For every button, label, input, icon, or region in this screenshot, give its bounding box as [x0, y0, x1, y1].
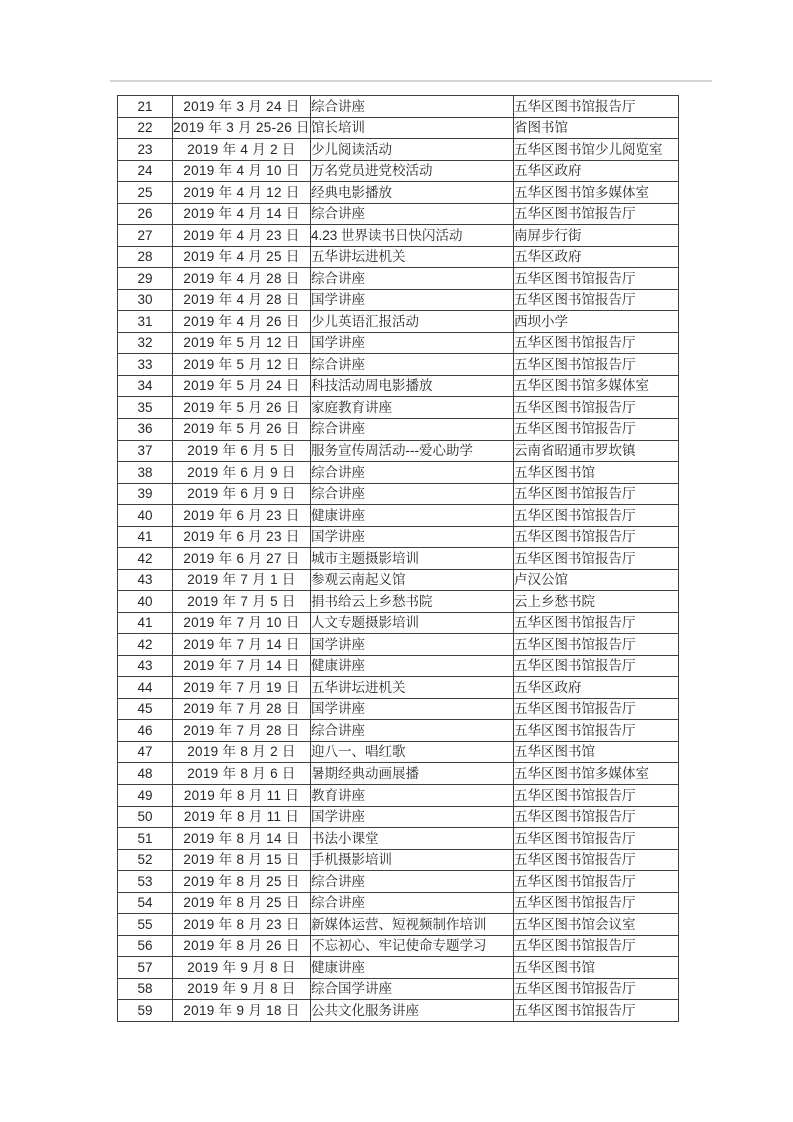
cell-date: 2019 年 8 月 25 日	[173, 892, 311, 914]
cell-activity: 教育讲座	[311, 785, 514, 807]
cell-activity: 少儿阅读活动	[311, 139, 514, 161]
table-row	[118, 892, 679, 914]
cell-sequence-number: 56	[118, 935, 173, 957]
table-row	[118, 849, 679, 871]
cell-activity: 国学讲座	[311, 634, 514, 656]
events-table-body	[118, 96, 679, 1022]
table-row	[118, 957, 679, 979]
cell-date: 2019 年 3 月 25-26 日	[173, 117, 311, 139]
table-row	[118, 440, 679, 462]
cell-location: 五华区图书馆报告厅	[514, 332, 679, 354]
cell-sequence-number: 53	[118, 871, 173, 893]
cell-sequence-number: 57	[118, 957, 173, 979]
table-row	[118, 160, 679, 182]
cell-location: 云上乡愁书院	[514, 591, 679, 613]
cell-sequence-number: 58	[118, 978, 173, 1000]
cell-location: 五华区图书馆报告厅	[514, 871, 679, 893]
cell-date: 2019 年 4 月 28 日	[173, 268, 311, 290]
table-row	[118, 117, 679, 139]
cell-date: 2019 年 8 月 11 日	[173, 806, 311, 828]
cell-date: 2019 年 4 月 25 日	[173, 246, 311, 268]
table-row	[118, 203, 679, 225]
cell-location: 卢汉公馆	[514, 569, 679, 591]
table-row	[118, 806, 679, 828]
cell-location: 云南省昭通市罗坎镇	[514, 440, 679, 462]
previous-page-table-edge-line	[110, 80, 712, 82]
cell-location: 五华区图书馆报告厅	[514, 289, 679, 311]
cell-location: 五华区图书馆多媒体室	[514, 375, 679, 397]
cell-sequence-number: 55	[118, 914, 173, 936]
table-row	[118, 225, 679, 247]
cell-location: 南屏步行街	[514, 225, 679, 247]
cell-sequence-number: 22	[118, 117, 173, 139]
cell-date: 2019 年 6 月 23 日	[173, 505, 311, 527]
table-row	[118, 397, 679, 419]
cell-location: 五华区图书馆报告厅	[514, 935, 679, 957]
cell-sequence-number: 27	[118, 225, 173, 247]
cell-activity: 国学讲座	[311, 526, 514, 548]
table-row	[118, 612, 679, 634]
cell-activity: 综合国学讲座	[311, 978, 514, 1000]
cell-location: 五华区图书馆	[514, 957, 679, 979]
cell-date: 2019 年 6 月 27 日	[173, 548, 311, 570]
table-row	[118, 828, 679, 850]
cell-date: 2019 年 7 月 28 日	[173, 720, 311, 742]
cell-sequence-number: 48	[118, 763, 173, 785]
cell-sequence-number: 36	[118, 418, 173, 440]
cell-sequence-number: 34	[118, 375, 173, 397]
cell-activity: 参观云南起义馆	[311, 569, 514, 591]
cell-location: 西坝小学	[514, 311, 679, 333]
cell-location: 五华区政府	[514, 246, 679, 268]
cell-location: 五华区图书馆报告厅	[514, 483, 679, 505]
cell-location: 五华区图书馆报告厅	[514, 397, 679, 419]
cell-date: 2019 年 5 月 26 日	[173, 418, 311, 440]
cell-sequence-number: 42	[118, 634, 173, 656]
cell-date: 2019 年 7 月 5 日	[173, 591, 311, 613]
table-row	[118, 332, 679, 354]
cell-activity: 城市主题摄影培训	[311, 548, 514, 570]
cell-date: 2019 年 5 月 12 日	[173, 354, 311, 376]
table-row	[118, 462, 679, 484]
cell-date: 2019 年 7 月 1 日	[173, 569, 311, 591]
cell-date: 2019 年 9 月 8 日	[173, 978, 311, 1000]
cell-activity: 综合讲座	[311, 892, 514, 914]
cell-sequence-number: 32	[118, 332, 173, 354]
cell-activity: 综合讲座	[311, 203, 514, 225]
cell-location: 五华区图书馆报告厅	[514, 1000, 679, 1022]
cell-location: 五华区图书馆报告厅	[514, 720, 679, 742]
cell-sequence-number: 43	[118, 569, 173, 591]
cell-date: 2019 年 7 月 14 日	[173, 655, 311, 677]
cell-date: 2019 年 7 月 10 日	[173, 612, 311, 634]
cell-date: 2019 年 4 月 23 日	[173, 225, 311, 247]
cell-activity: 迎八一、唱红歌	[311, 741, 514, 763]
cell-date: 2019 年 5 月 24 日	[173, 375, 311, 397]
cell-location: 五华区图书馆报告厅	[514, 548, 679, 570]
cell-location: 五华区图书馆报告厅	[514, 612, 679, 634]
table-row	[118, 591, 679, 613]
cell-location: 五华区图书馆报告厅	[514, 354, 679, 376]
cell-location: 省图书馆	[514, 117, 679, 139]
cell-date: 2019 年 4 月 28 日	[173, 289, 311, 311]
cell-location: 五华区图书馆报告厅	[514, 634, 679, 656]
cell-location: 五华区图书馆	[514, 741, 679, 763]
table-row	[118, 354, 679, 376]
cell-sequence-number: 50	[118, 806, 173, 828]
cell-sequence-number: 51	[118, 828, 173, 850]
cell-activity: 综合讲座	[311, 96, 514, 118]
cell-date: 2019 年 9 月 8 日	[173, 957, 311, 979]
cell-date: 2019 年 6 月 9 日	[173, 483, 311, 505]
table-row	[118, 483, 679, 505]
cell-location: 五华区图书馆报告厅	[514, 96, 679, 118]
cell-activity: 人文专题摄影培训	[311, 612, 514, 634]
table-row	[118, 720, 679, 742]
table-row	[118, 375, 679, 397]
cell-sequence-number: 49	[118, 785, 173, 807]
cell-activity: 综合讲座	[311, 268, 514, 290]
cell-activity: 书法小课堂	[311, 828, 514, 850]
cell-sequence-number: 42	[118, 548, 173, 570]
cell-date: 2019 年 9 月 18 日	[173, 1000, 311, 1022]
cell-location: 五华区图书馆	[514, 462, 679, 484]
cell-activity: 健康讲座	[311, 655, 514, 677]
cell-date: 2019 年 5 月 26 日	[173, 397, 311, 419]
table-row	[118, 785, 679, 807]
cell-date: 2019 年 4 月 10 日	[173, 160, 311, 182]
table-row	[118, 526, 679, 548]
cell-sequence-number: 44	[118, 677, 173, 699]
cell-activity: 国学讲座	[311, 698, 514, 720]
table-row	[118, 871, 679, 893]
cell-location: 五华区政府	[514, 677, 679, 699]
cell-location: 五华区图书馆报告厅	[514, 655, 679, 677]
cell-sequence-number: 26	[118, 203, 173, 225]
cell-date: 2019 年 8 月 25 日	[173, 871, 311, 893]
cell-location: 五华区图书馆报告厅	[514, 785, 679, 807]
cell-location: 五华区图书馆报告厅	[514, 698, 679, 720]
cell-sequence-number: 38	[118, 462, 173, 484]
cell-sequence-number: 31	[118, 311, 173, 333]
cell-activity: 综合讲座	[311, 462, 514, 484]
cell-date: 2019 年 7 月 19 日	[173, 677, 311, 699]
table-row	[118, 182, 679, 204]
cell-location: 五华区图书馆会议室	[514, 914, 679, 936]
cell-activity: 综合讲座	[311, 483, 514, 505]
cell-activity: 综合讲座	[311, 354, 514, 376]
cell-sequence-number: 29	[118, 268, 173, 290]
cell-date: 2019 年 6 月 23 日	[173, 526, 311, 548]
cell-activity: 新媒体运营、短视频制作培训	[311, 914, 514, 936]
table-row	[118, 289, 679, 311]
cell-date: 2019 年 6 月 5 日	[173, 440, 311, 462]
cell-activity: 公共文化服务讲座	[311, 1000, 514, 1022]
cell-activity: 科技活动周电影播放	[311, 375, 514, 397]
cell-location: 五华区图书馆报告厅	[514, 806, 679, 828]
cell-date: 2019 年 4 月 14 日	[173, 203, 311, 225]
cell-sequence-number: 23	[118, 139, 173, 161]
cell-sequence-number: 40	[118, 505, 173, 527]
cell-activity: 服务宣传周活动---爱心助学	[311, 440, 514, 462]
table-row	[118, 548, 679, 570]
table-row	[118, 139, 679, 161]
cell-activity: 经典电影播放	[311, 182, 514, 204]
cell-location: 五华区图书馆报告厅	[514, 418, 679, 440]
table-row	[118, 677, 679, 699]
cell-activity: 暑期经典动画展播	[311, 763, 514, 785]
cell-sequence-number: 30	[118, 289, 173, 311]
cell-activity: 4.23 世界读书日快闪活动	[311, 225, 514, 247]
cell-sequence-number: 25	[118, 182, 173, 204]
cell-sequence-number: 28	[118, 246, 173, 268]
cell-activity: 国学讲座	[311, 289, 514, 311]
table-row	[118, 268, 679, 290]
cell-sequence-number: 41	[118, 612, 173, 634]
table-row	[118, 505, 679, 527]
cell-location: 五华区图书馆多媒体室	[514, 182, 679, 204]
cell-activity: 综合讲座	[311, 720, 514, 742]
cell-activity: 手机摄影培训	[311, 849, 514, 871]
cell-activity: 家庭教育讲座	[311, 397, 514, 419]
cell-date: 2019 年 4 月 12 日	[173, 182, 311, 204]
cell-activity: 捐书给云上乡愁书院	[311, 591, 514, 613]
table-row	[118, 1000, 679, 1022]
cell-sequence-number: 46	[118, 720, 173, 742]
cell-sequence-number: 35	[118, 397, 173, 419]
table-row	[118, 96, 679, 118]
cell-sequence-number: 39	[118, 483, 173, 505]
events-table	[117, 95, 679, 1022]
cell-location: 五华区政府	[514, 160, 679, 182]
cell-date: 2019 年 8 月 11 日	[173, 785, 311, 807]
cell-activity: 馆长培训	[311, 117, 514, 139]
cell-location: 五华区图书馆报告厅	[514, 828, 679, 850]
table-row	[118, 569, 679, 591]
table-row	[118, 914, 679, 936]
cell-location: 五华区图书馆报告厅	[514, 268, 679, 290]
cell-activity: 综合讲座	[311, 418, 514, 440]
table-row	[118, 418, 679, 440]
table-row	[118, 935, 679, 957]
table-row	[118, 655, 679, 677]
table-row	[118, 978, 679, 1000]
cell-date: 2019 年 8 月 2 日	[173, 741, 311, 763]
cell-location: 五华区图书馆报告厅	[514, 203, 679, 225]
table-row	[118, 311, 679, 333]
cell-sequence-number: 47	[118, 741, 173, 763]
cell-location: 五华区图书馆报告厅	[514, 505, 679, 527]
cell-date: 2019 年 8 月 6 日	[173, 763, 311, 785]
cell-sequence-number: 45	[118, 698, 173, 720]
cell-date: 2019 年 8 月 23 日	[173, 914, 311, 936]
cell-sequence-number: 41	[118, 526, 173, 548]
cell-date: 2019 年 8 月 14 日	[173, 828, 311, 850]
table-row	[118, 698, 679, 720]
cell-date: 2019 年 8 月 15 日	[173, 849, 311, 871]
cell-date: 2019 年 5 月 12 日	[173, 332, 311, 354]
cell-sequence-number: 43	[118, 655, 173, 677]
cell-sequence-number: 21	[118, 96, 173, 118]
cell-date: 2019 年 3 月 24 日	[173, 96, 311, 118]
cell-location: 五华区图书馆报告厅	[514, 892, 679, 914]
cell-date: 2019 年 4 月 26 日	[173, 311, 311, 333]
cell-location: 五华区图书馆多媒体室	[514, 763, 679, 785]
cell-sequence-number: 54	[118, 892, 173, 914]
cell-sequence-number: 40	[118, 591, 173, 613]
cell-sequence-number: 52	[118, 849, 173, 871]
cell-date: 2019 年 4 月 2 日	[173, 139, 311, 161]
cell-activity: 少儿英语汇报活动	[311, 311, 514, 333]
table-row	[118, 246, 679, 268]
cell-sequence-number: 59	[118, 1000, 173, 1022]
cell-activity: 国学讲座	[311, 806, 514, 828]
cell-sequence-number: 33	[118, 354, 173, 376]
cell-location: 五华区图书馆报告厅	[514, 978, 679, 1000]
cell-date: 2019 年 7 月 28 日	[173, 698, 311, 720]
cell-date: 2019 年 6 月 9 日	[173, 462, 311, 484]
cell-date: 2019 年 8 月 26 日	[173, 935, 311, 957]
cell-activity: 五华讲坛进机关	[311, 246, 514, 268]
cell-activity: 健康讲座	[311, 957, 514, 979]
table-row	[118, 634, 679, 656]
cell-activity: 健康讲座	[311, 505, 514, 527]
cell-location: 五华区图书馆报告厅	[514, 526, 679, 548]
cell-activity: 不忘初心、牢记使命专题学习	[311, 935, 514, 957]
table-row	[118, 741, 679, 763]
cell-activity: 国学讲座	[311, 332, 514, 354]
cell-date: 2019 年 7 月 14 日	[173, 634, 311, 656]
cell-activity: 万名党员进党校活动	[311, 160, 514, 182]
cell-sequence-number: 37	[118, 440, 173, 462]
cell-activity: 综合讲座	[311, 871, 514, 893]
cell-location: 五华区图书馆报告厅	[514, 849, 679, 871]
cell-activity: 五华讲坛进机关	[311, 677, 514, 699]
cell-location: 五华区图书馆少儿阅览室	[514, 139, 679, 161]
table-row	[118, 763, 679, 785]
cell-sequence-number: 24	[118, 160, 173, 182]
